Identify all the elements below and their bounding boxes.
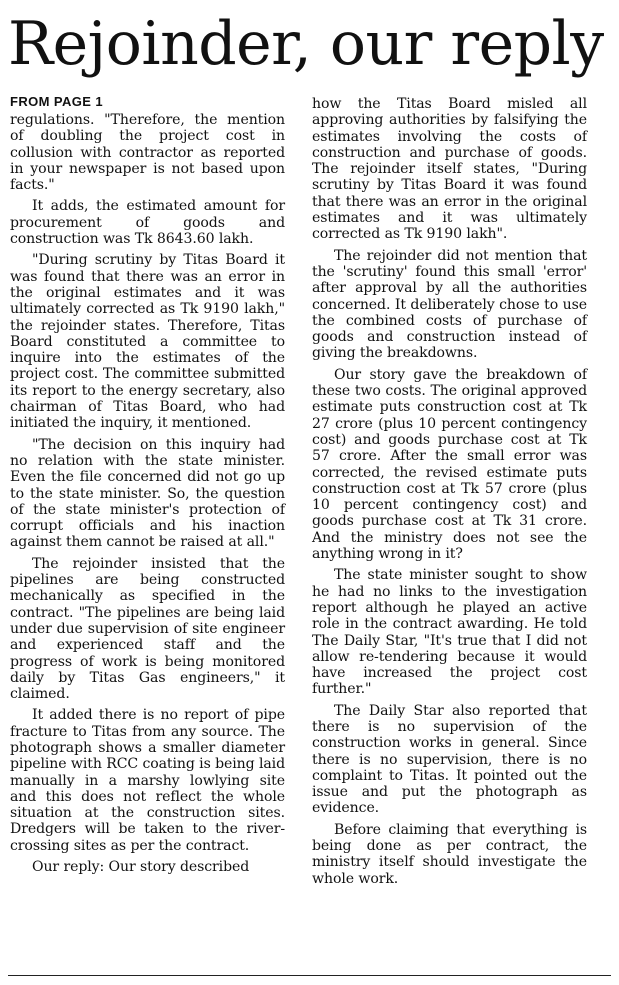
article-column-left [10, 94, 285, 880]
paragraph: The Daily Star also reported that there is no supervision of the construction works in general. Since there is no supervision, there is no complaint to Titas. It pointed out the issue and put the photograph as evidence. [312, 702, 587, 817]
paragraph: The rejoinder did not mention that the 'scrutiny' found this small 'error' after approval by all the authorities concerned. It deliberately chose to use the combined costs of purchase of goods and construction instead of giving the breakdowns. [312, 247, 587, 362]
paragraph: The state minister sought to show he had no links to the investigation report although he played an active role in the contract awarding. He told The Daily Star, "It's true that I did not allow re-tendering because it would have increased the project cost further." [312, 567, 587, 698]
kicker-from-page-1: FROM PAGE 1 [10, 94, 104, 109]
headline: Rejoinder, our reply [8, 9, 604, 79]
paragraph: Our story gave the breakdown of these two costs. The original approved estimate puts construction cost at Tk 27 crore (plus 10 percent contingency cost) and goods purchase cost at Tk 57 crore. After the small error was corrected, the revised estimate puts construction cost at Tk 57 crore (plus 10 percent contingency cost) and goods purchase cost at Tk 31 crore. And the ministry does not see the anything wrong in it? [312, 366, 587, 563]
bottom-rule [8, 975, 611, 976]
paragraph: Before claiming that everything is being done as per contract, the ministry itself should investigate the whole work. [312, 821, 587, 887]
paragraph: Our reply: Our story described [32, 859, 250, 876]
article-column-right [312, 96, 587, 892]
paragraph: regulations. "Therefore, the mention of doubling the project cost in collusion with contractor as reported in your newspaper is not based upon facts." [10, 112, 285, 194]
paragraph: "During scrutiny by Titas Board it was found that there was an error in the original estimates and it was ultimately corrected as Tk 9190 lakh," the rejoinder states. Therefore, Titas Board constituted a committee to inquire into the estimates of the project cost. The committee submitted its report to the energy secretary, also chairman of Titas Board, who had initiated the inquiry, it mentioned. [10, 252, 285, 432]
paragraph: how the Titas Board misled all approving authorities by falsifying the estimates involving the costs of construction and purchase of goods. The rejoinder itself states, "During scrutiny by Titas Board it was found that there was an error in the original estimates and it was ultimately corrected as Tk 9190 lakh". [312, 96, 587, 243]
paragraph: It added there is no report of pipe fracture to Titas from any source. The photograph shows a smaller diameter pipeline with RCC coating is being laid manually in a marshy lowlying site and this does not reflect the whole situation at the construction sites. Dredgers will be taken to the river-crossing sites as per the contract. [10, 707, 285, 854]
paragraph: It adds, the estimated amount for procurement of goods and construction was Tk 8643.60 lakh. [10, 198, 285, 248]
paragraph: "The decision on this inquiry had no relation with the state minister. Even the file concerned did not go up to the state minister. So, the question of the state minister's protection of corrupt officials and his inaction against them cannot be raised at all." [10, 436, 285, 551]
paragraph: The rejoinder insisted that the pipelines are being constructed mechanically as specified in the contract. "The pipelines are being laid under due supervision of site engineer and experienced staff and the progress of work is being monitored daily by Titas Gas engineers," it claimed. [10, 555, 285, 703]
